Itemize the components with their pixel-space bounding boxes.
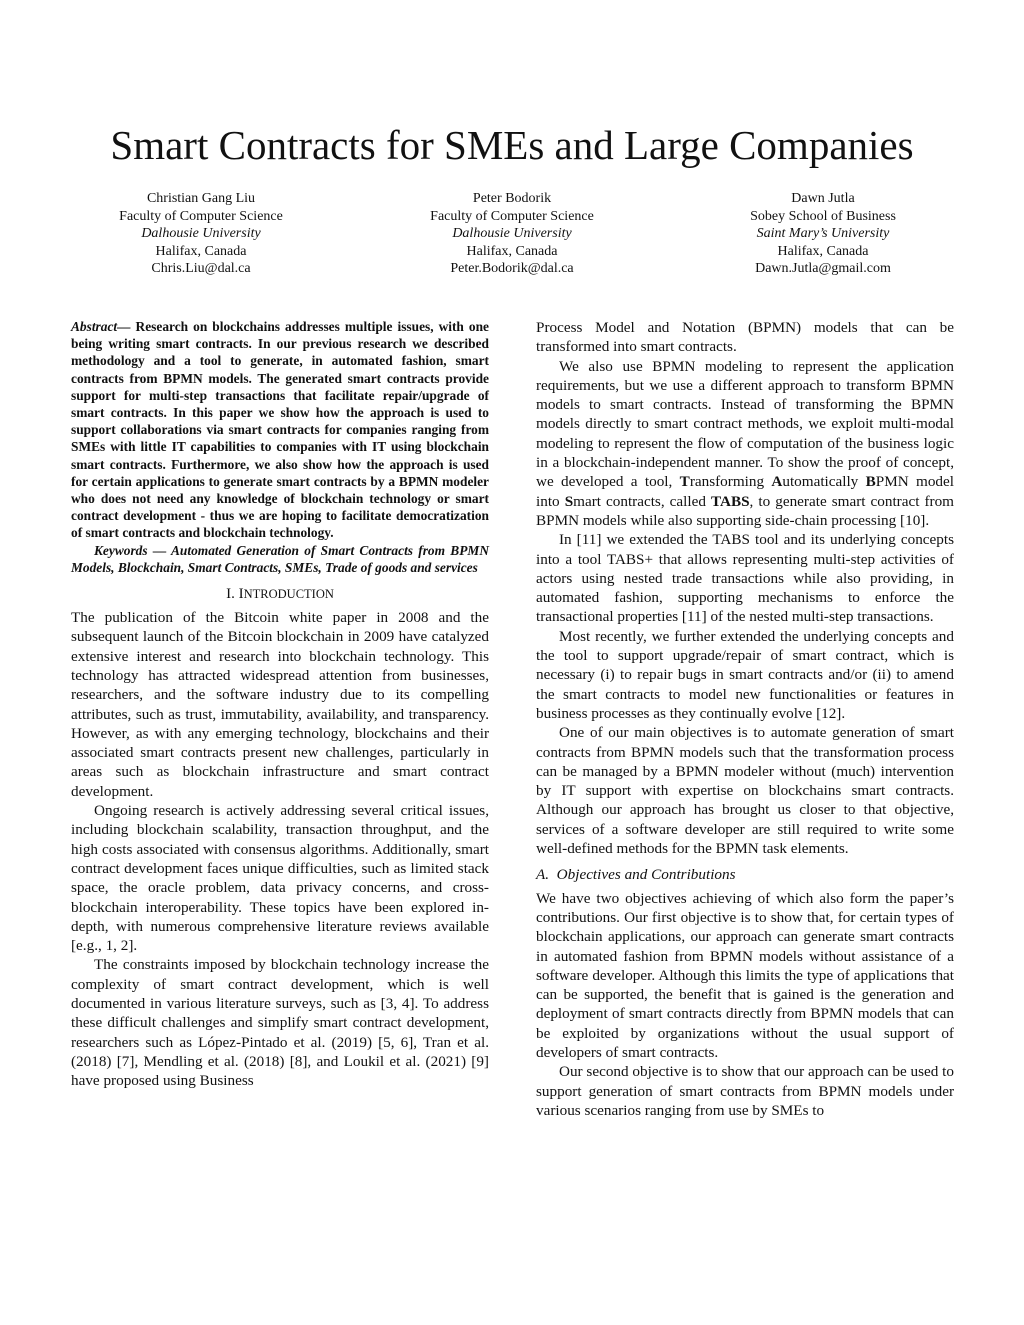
abstract-text: Research on blockchains addresses multiple issues, with one being writing smart contracts. In our previous research we described methodology and a tool to generate, in automated fashion, smart contracts from BPMN models. The generated smart contracts provide support for multi-step transactions that facilitate repair/upgrade of smart contracts. In this paper we show how the approach is used to support collaborations via smart contracts for companies ranging from SMEs with little IT capabilities to companies with IT using blockchain smart contracts. Furthermore, we also show how the approach is used for certain applications to generate smart contracts by a BPMN modeler who does not need any knowledge of blockchain technology or smart contract development - thus we are hoping to facilitate democratization of smart contracts and blockchain technology. xyxy=(71,319,489,541)
text-run: ransforming xyxy=(689,473,772,491)
abstract xyxy=(71,318,489,542)
author-name: Christian Gang Liu xyxy=(146,191,256,206)
acronym-letter: B xyxy=(865,473,876,491)
objectives-paragraph-1: We have two objectives achieving of which also form the paper’s contributions. Our first objective is to show that, for certain types of blockchain applications, our approach can generate smart contracts in automated fashion from BPMN models without assistance of a software developer. Although this limits the type of applications that can be supported, the benefit that is gained is the generation and deployment of smart contracts directly from BPMN models that can be exploited by organizations without the usual support of developers of smart contracts. xyxy=(536,889,954,1061)
author-block-1 xyxy=(41,190,361,278)
intro-paragraph-3-cont: Process Model and Notation (BPMN) models that can be transformed into smart contracts. xyxy=(536,319,954,356)
intro-paragraph-2: Ongoing research is actively addressing several critical issues, including blockchain scalability, transaction throughput, and the high costs associated with consensus algorithms. Additionally, smart contract development faces unique difficulties, such as limited stack space, the oracle problem, data privacy concerns, and cross-blockchain interoperability. These topics have been explored in-depth, with numerous comprehensive literature reviews available [e.g., 1, 2]. xyxy=(71,802,489,955)
paper-title: Smart Contracts for SMEs and Large Companies xyxy=(110,122,914,168)
author-university: Dalhousie University xyxy=(141,226,261,241)
author-city: Halifax, Canada xyxy=(466,243,558,259)
subsection-heading-objectives xyxy=(536,865,954,884)
author-city: Halifax, Canada xyxy=(155,243,247,259)
author-name: Dawn Jutla xyxy=(791,191,855,206)
intro-paragraph-3: The constraints imposed by blockchain technology increase the complexity of smart contract development, which is well documented in various literature surveys, such as [3, 4]. To address these difficult challenges and simplify smart contract development, researchers such as López-Pintado et al. (2019) [5, 6], Tran et al. (2018) [7], Mendling et al. (2018) [8], and Loukil et al. (2021) [9] have proposed using Business xyxy=(71,956,489,1090)
acronym-letter: A xyxy=(771,473,783,491)
section-title-rest: NTRODUCTION xyxy=(243,587,334,602)
intro-paragraph-4 xyxy=(536,357,954,531)
author-email: Peter.Bodorik@dal.ca xyxy=(450,261,574,276)
author-university: Dalhousie University xyxy=(452,226,572,241)
author-block-3 xyxy=(663,190,983,278)
section-number: I. xyxy=(226,586,235,603)
author-department: Sobey School of Business xyxy=(750,208,896,224)
left-column xyxy=(71,318,489,1090)
acronym-letter: T xyxy=(679,473,690,491)
section-title-initial: I xyxy=(238,586,244,603)
author-university: Saint Mary’s University xyxy=(756,226,890,241)
text-run: mart contracts, called xyxy=(573,492,711,510)
intro-paragraph-5: In [11] we extended the TABS tool and its underlying concepts into a tool TABS+ that allows representing multi-step activities of actors using nested trade transactions while also providing, in automated fashion, supporting mechanisms to enforce the transactional properties [11] of the nested multi-step transactions. xyxy=(536,531,954,626)
objectives-paragraph-2: Our second objective is to show that our approach can be used to support generation of smart contracts from BPMN models under various scenarios ranging from use by SMEs to xyxy=(536,1063,954,1119)
author-department: Faculty of Computer Science xyxy=(430,208,594,224)
text-run: utomatically xyxy=(782,473,866,491)
intro-paragraph-6: Most recently, we further extended the underlying concepts and the tool to support upgrade/repair of smart contract, which is necessary (i) to repair bugs in smart contracts and/or (ii) to amend the smart contracts to model new functionalities or features in business processes as they continually evolve [12]. xyxy=(536,627,954,722)
acronym-letter: S xyxy=(564,492,574,510)
subsection-label: A. xyxy=(536,866,550,884)
author-block-2 xyxy=(352,190,672,278)
section-heading-introduction xyxy=(71,585,489,604)
intro-paragraph-1: The publication of the Bitcoin white paper in 2008 and the subsequent launch of the Bitcoin blockchain in 2009 have catalyzed extensive interest and research into blockchain technology. This technology has attracted widespread attention from businesses, researchers, and the software industry due to its compelling attributes, such as trust, immutability, availability, and transparency. However, as with any emerging technology, blockchains and their associated smart contracts present new challenges, particularly in areas such as blockchain infrastructure and smart contract development. xyxy=(71,609,489,800)
subsection-title: Objectives and Contributions xyxy=(556,866,736,884)
tool-name: TABS xyxy=(711,492,750,510)
abstract-label: Abstract— xyxy=(71,319,131,334)
right-column xyxy=(536,318,954,1120)
author-department: Faculty of Computer Science xyxy=(119,208,283,224)
author-email: Chris.Liu@dal.ca xyxy=(151,261,251,276)
author-city: Halifax, Canada xyxy=(777,243,869,259)
text-run: , to generate smart contract from BPMN models while also supporting side-chain processing [10]. xyxy=(536,492,954,529)
author-name: Peter Bodorik xyxy=(472,191,552,206)
intro-paragraph-7: One of our main objectives is to automate generation of smart contracts from BPMN models such that the transformation process can be managed by a BPMN modeler without (much) intervention by IT support with expertise on blockchains smart contracts. Although our approach has brought us closer to that objective, services of a software developer are still required to write some well-defined methods for the BPMN task elements. xyxy=(536,724,954,858)
text-run: PMN model into xyxy=(536,473,954,510)
text-run: We also use BPMN modeling to represent the application requirements, but we use a different approach to transform BPMN models to smart contracts. Instead of transforming the BPMN models directly to smart contract methods, we exploit multi-modal modeling to represent the flow of computation of the business logic in a blockchain-independent manner. To show the proof of concept, we developed a tool, xyxy=(536,357,954,491)
keywords: Keywords — Automated Generation of Smart Contracts from BPMN Models, Blockchain, Smart Contracts, SMEs, Trade of goods and services xyxy=(71,542,489,575)
author-email: Dawn.Jutla@gmail.com xyxy=(755,261,891,276)
